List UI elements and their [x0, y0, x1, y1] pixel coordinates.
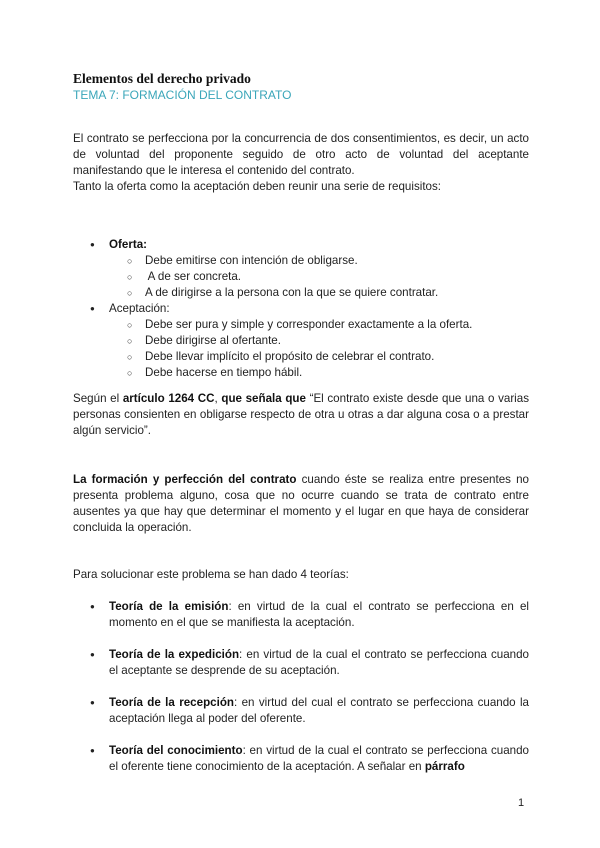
- article-prefix: Según el: [73, 392, 123, 405]
- requirements-list: [73, 237, 529, 381]
- theory-name: Teoría del conocimiento: [109, 744, 243, 757]
- list-item: ○ Debe ser pura y simple y corresponder exactamente a la oferta.: [109, 317, 529, 333]
- list-item-oferta: [73, 237, 529, 301]
- list-item: ○ A de ser concreta.: [109, 269, 529, 285]
- page-number: 1: [518, 797, 525, 809]
- aceptacion-sublist: [109, 317, 529, 381]
- formation-heading: La formación y perfección del contrato: [73, 473, 297, 486]
- theory-name: Teoría de la recepción: [109, 696, 234, 709]
- article-comma: ,: [214, 392, 222, 405]
- oferta-sublist: [109, 253, 529, 301]
- theory-text: : en virtud de la cual el contrato se perfecciona en el momento en el que se manifiesta la aceptación.: [109, 600, 529, 629]
- list-item: [73, 695, 529, 727]
- theory-name: Teoría de la expedición: [109, 648, 240, 661]
- article-quote: “El contrato existe desde que una o varias personas consienten en obligarse respecto de otra u otras a dar alguna cosa o a prestar algún servicio”.: [73, 392, 529, 437]
- document-title: Elementos del derecho privado: [73, 71, 251, 86]
- list-item: ○ Debe dirigirse al ofertante.: [109, 333, 529, 349]
- list-item: ○ Debe llevar implícito el propósito de celebrar el contrato.: [109, 349, 529, 365]
- list-item: [73, 743, 529, 775]
- intro-paragraph: [73, 131, 529, 195]
- list-item: ○ Debe emitirse con intención de obligarse.: [109, 253, 529, 269]
- article-paragraph: [73, 391, 529, 439]
- theory-name: Teoría de la emisión: [109, 600, 229, 613]
- oferta-label: Oferta:: [109, 238, 148, 251]
- intro-text: El contrato se perfecciona por la concurrencia de dos consentimientos, es decir, un acto de voluntad del proponente seguido de otro acto de voluntad del aceptante manifestando que le interesa el contenido del contrato.: [73, 132, 529, 177]
- theory-text: : en virtud de la cual el contrato se perfecciona cuando el oferente tiene conocimiento de la aceptación. A señalar en: [109, 744, 529, 773]
- aceptacion-label: Aceptación:: [109, 302, 170, 315]
- theory-text: : en virtud de la cual el contrato se perfecciona cuando el aceptante se desprende de su aceptación.: [109, 648, 529, 677]
- list-item: [73, 599, 529, 631]
- requirements-lead: Tanto la oferta como la aceptación deben reunir una serie de requisitos:: [73, 180, 442, 193]
- list-item: ○ A de dirigirse a la persona con la que se quiere contratar.: [109, 285, 529, 301]
- topic-heading: TEMA 7: FORMACIÓN DEL CONTRATO: [73, 88, 292, 102]
- list-item: [73, 647, 529, 679]
- article-senala: que señala que: [221, 392, 306, 405]
- formation-paragraph: [73, 472, 529, 536]
- list-item: ○ Debe hacerse en tiempo hábil.: [109, 365, 529, 381]
- theory-text: : en virtud del cual el contrato se perfecciona cuando la aceptación llega al poder del oferente.: [109, 696, 529, 725]
- list-item-aceptacion: [73, 301, 529, 381]
- theories-intro: Para solucionar este problema se han dado 4 teorías:: [73, 568, 349, 581]
- theory-tail: párrafo: [424, 760, 465, 773]
- article-reference: artículo 1264 CC: [122, 392, 215, 405]
- theories-list: [73, 599, 529, 791]
- formation-text: cuando éste se realiza entre presentes no presenta problema alguno, cosa que no ocurre cuando se trata de contrato entre ausentes ya que hay que determinar el momento y el lugar en que haya de considerar concluida la operación.: [73, 473, 529, 534]
